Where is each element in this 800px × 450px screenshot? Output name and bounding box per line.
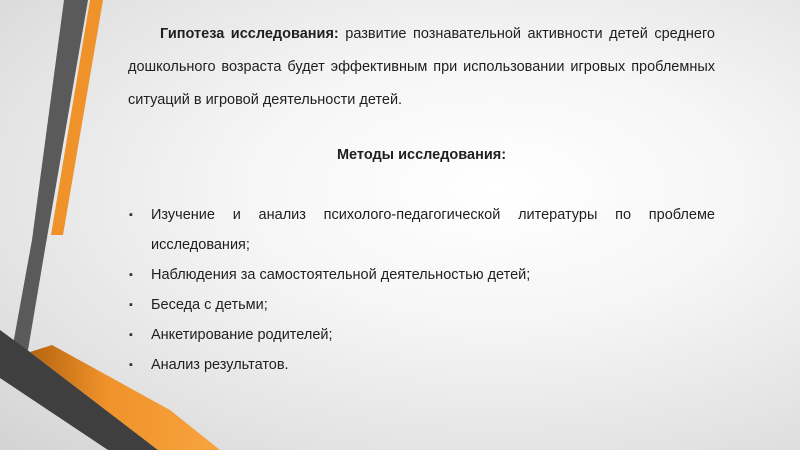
list-item	[128, 290, 715, 320]
list-item-text: Анализ результатов.	[151, 357, 289, 373]
hypothesis-paragraph	[128, 18, 715, 117]
bullet-icon: ▪	[129, 359, 133, 371]
list-item	[128, 350, 715, 380]
list-item	[128, 260, 715, 290]
hypothesis-text: развитие познавательной активности детей среднего дошкольного возраста будет эффективным при использовании игровых проблемных ситуаций в игровой деятельности детей.	[128, 26, 715, 108]
bullet-icon: ▪	[129, 269, 133, 281]
list-item-text: Наблюдения за самостоятельной деятельностью детей;	[151, 267, 531, 283]
list-item-text: Изучение и анализ психолого-педагогической литературы по проблеме исследования;	[151, 207, 715, 253]
list-item-text: Беседа с детьми;	[151, 297, 268, 313]
list-item	[128, 320, 715, 350]
list-item-text: Анкетирование родителей;	[151, 327, 333, 343]
methods-list	[128, 200, 715, 380]
list-item	[128, 200, 715, 260]
methods-title: Методы исследования:	[336, 147, 507, 163]
bullet-icon: ▪	[129, 299, 133, 311]
bullet-icon: ▪	[129, 209, 133, 221]
hypothesis-label: Гипотеза исследования:	[160, 26, 339, 42]
bullet-icon: ▪	[129, 329, 133, 341]
